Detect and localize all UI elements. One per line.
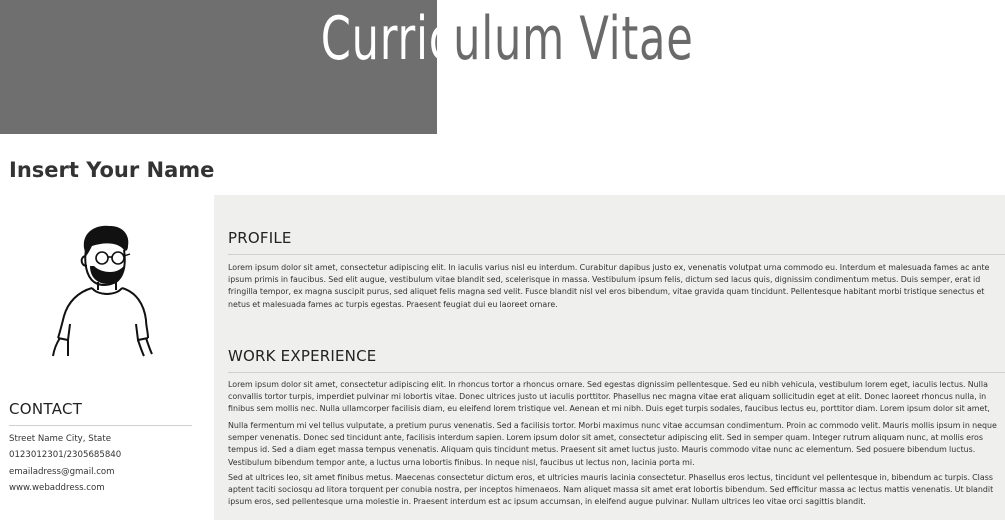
- page-title: Curriculum Vitae: [141, 4, 873, 74]
- contact-divider: [9, 425, 192, 426]
- profile-heading: PROFILE: [228, 229, 292, 247]
- main-panel: [214, 195, 1005, 520]
- contact-heading: CONTACT: [9, 400, 83, 418]
- work-heading: WORK EXPERIENCE: [228, 347, 377, 365]
- person-name: Insert Your Name: [9, 158, 215, 182]
- contact-website: www.webaddress.com: [9, 482, 105, 493]
- profile-divider: [228, 254, 1005, 255]
- contact-list: [9, 433, 121, 498]
- work-divider: [228, 372, 1005, 373]
- work-paragraph: Sed at ultrices leo, sit amet finibus metus. Maecenas consectetur dictum eros, et ultricies mauris lacinia consectetur. Phasellus eros lectus, tincidunt vel pellentesque in, bibendum ac turpis. Class aptent taciti sociosqu ad litora torquent per conubia nostra, per inceptos himenaeos. Nam aliquet massa sit amet erat lobortis bibendum. Sed efficitur massa ac lectus mattis venenatis. Ut blandit ipsum eros, sed pellentesque urna molestie in. Praesent interdum est ac ipsum accumsan, in eleifend augue pulvinar. Nullam ultrices leo vitae orci sagittis blandit.: [228, 473, 994, 507]
- work-paragraph: Nulla fermentum mi vel tellus vulputate, a pretium purus venenatis. Sed a facilisis tortor. Morbi maximus nunc vitae accumsan condimentum. Proin ac commodo velit. Mauris mollis ipsum in neque semper venenatis. Donec sed tincidunt ante, facilisis interdum sapien. Lorem ipsum dolor sit amet, consectetur adipiscing elit. Sed in semper quam. Integer rutrum aliquam nunc, at mollis eros tempus id. Sed a diam eget massa tempus venenatis. Aliquam quis tincidunt metus. Praesent sit amet luctus justo. Mauris commodo vitae nunc ac elementum. Sed posuere bibendum luctus. Vestibulum bibendum tempor ante, a luctus urna lobortis finibus. In neque nisl, faucibus ut lectus non, lacinia porta mi.: [228, 421, 997, 467]
- profile-text: Lorem ipsum dolor sit amet, consectetur adipiscing elit. In iaculis varius nisl eu interdum. Curabitur dapibus justo ex, venenatis volutpat urna commodo eu. Interdum et malesuada fames ac ante ipsum primis in faucibus. Sed elit augue, vestibulum vitae blandit sed, scelerisque in massa. Vestibulum ipsum felis, dictum sed lacus quis, dignissim condimentum metus. Duis semper, erat id fringilla tempor, ex magna suscipit purus, sed aliquet felis magna sed velit. Fusce blandit nisl vel eros bibendum, vitae gravida quam tincidunt. Pellentesque habitant morbi tristique senectus et netus et malesuada fames ac turpis egestas. Praesent feugiat dui eu laoreet ornare.: [228, 263, 990, 309]
- contact-address: Street Name City, State: [9, 434, 111, 444]
- contact-email: emailadress@gmail.com: [9, 466, 115, 477]
- contact-phone: 0123012301/2305685840: [9, 450, 122, 461]
- work-paragraph: Lorem ipsum dolor sit amet, consectetur adipiscing elit. In rhoncus tortor a rhoncus ornare. Sed egestas dignissim pellentesque. Sed eu nibh vehicula, vestibulum lorem eget, iaculis lectus. Nulla convallis tortor turpis, imperdiet pulvinar mi lobortis vitae. Donec ultrices justo ut iaculis porttitor. Phasellus nec magna vitae erat aliquam sollicitudin eget at elit. Donec laoreet rhoncus nulla, in finibus sem mollis nec. Nulla ullamcorper facilisis diam, eu eleifend lorem tristique vel. Aenean et mi nibh. Duis eget turpis sodales, faucibus lectus eu, porttitor diam. Lorem ipsum dolor sit amet,: [228, 380, 990, 414]
- person-illustration-icon: [44, 220, 154, 360]
